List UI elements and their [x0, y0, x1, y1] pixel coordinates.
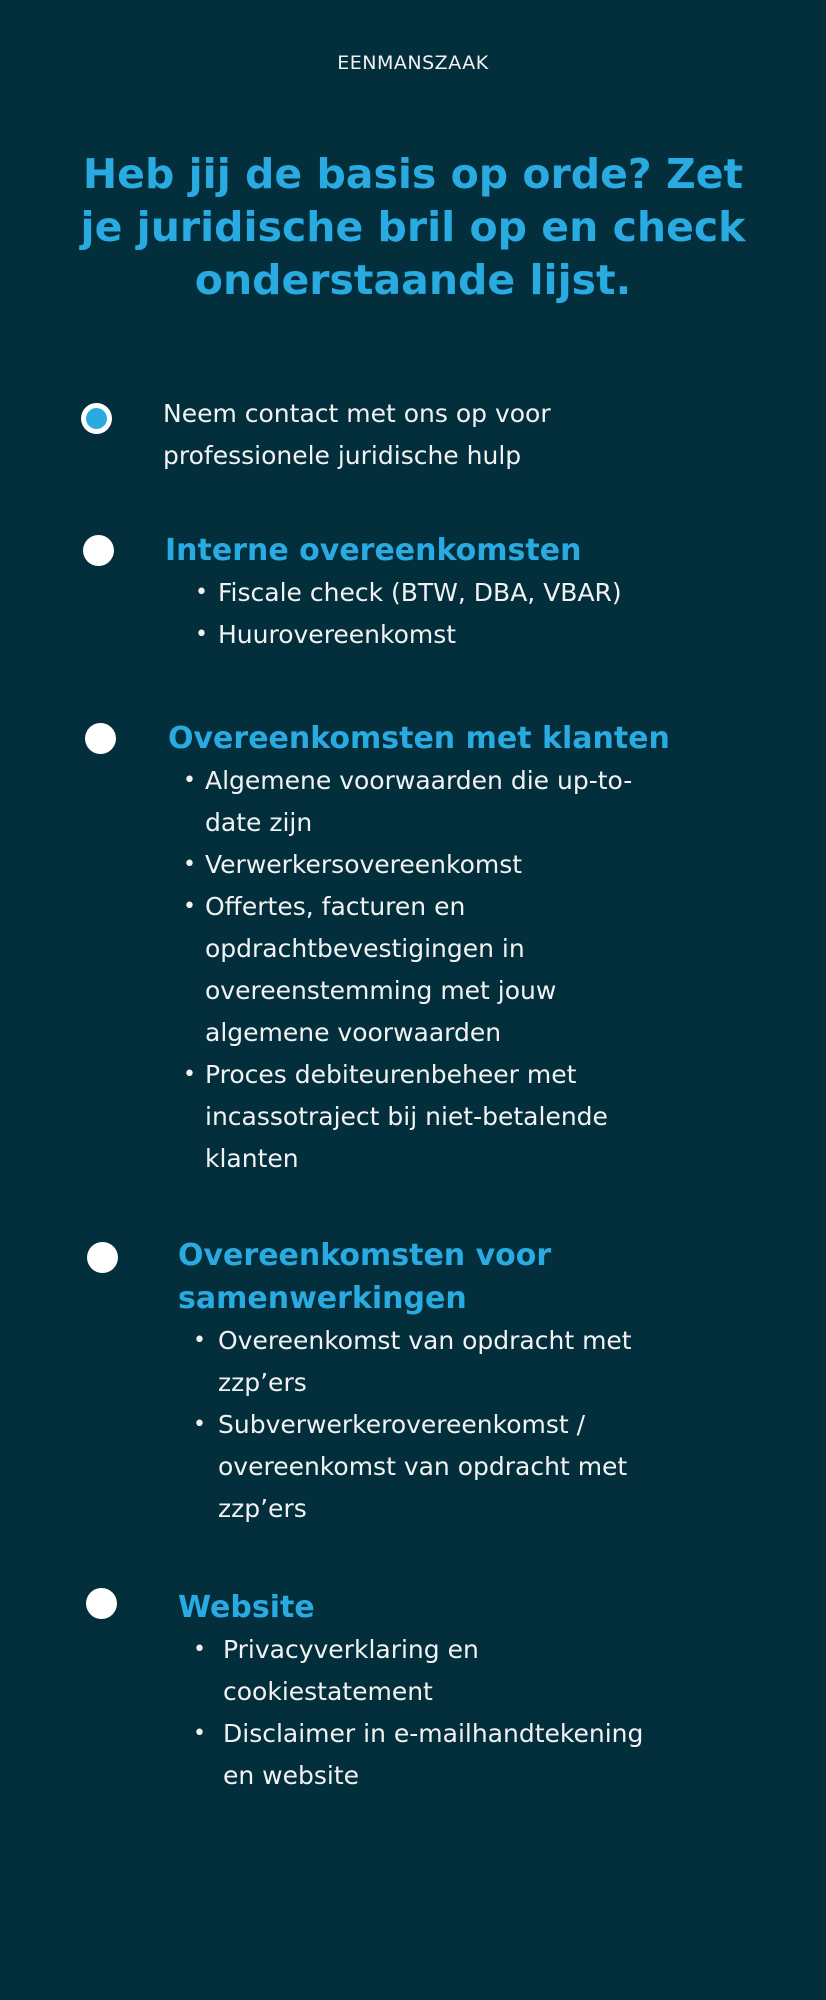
list-item-text: Algemene voorwaarden die up-to-date zijn — [205, 766, 633, 837]
list-item — [168, 886, 826, 1054]
list-item-text: Offertes, facturen en opdrachtbevestigingen in overeenstemming met jouw algemene voorwaarden — [205, 892, 557, 1047]
bullet-list — [178, 1320, 826, 1530]
bullet-icon: • — [183, 852, 196, 877]
bullet-icon: • — [193, 1412, 206, 1437]
list-item — [168, 760, 826, 844]
checklist-item-overeenkomsten-voor-samenwerkingen — [0, 1234, 826, 1530]
page-title-line-2: je juridische bril op en check — [80, 203, 746, 251]
radio-icon[interactable] — [86, 1588, 117, 1619]
page-title-line-3: onderstaande lijst. — [194, 256, 632, 304]
checklist-item-label: Neem contact met ons op voor professionele juridische hulp — [163, 399, 551, 470]
page-title — [0, 148, 826, 307]
list-item-text: Subverwerkerovereenkomst / overeenkomst van opdracht met zzp’ers — [218, 1410, 628, 1523]
bullet-icon: • — [193, 1721, 206, 1746]
bullet-icon: • — [195, 622, 208, 647]
brand-label: EENMANSZAAK — [337, 52, 489, 74]
list-item — [168, 1054, 826, 1180]
bullet-icon: • — [183, 768, 196, 793]
bullet-list — [165, 572, 826, 656]
list-item — [165, 572, 826, 614]
checklist-item-contact — [0, 393, 826, 477]
list-item-text: Huurovereenkomst — [218, 620, 457, 649]
list-item — [178, 1629, 826, 1713]
bullet-icon: • — [195, 580, 208, 605]
list-item — [178, 1404, 826, 1530]
list-item-text: Verwerkersovereenkomst — [205, 850, 523, 879]
radio-icon[interactable] — [85, 723, 116, 754]
list-item — [178, 1713, 826, 1797]
checklist-item-label: Overeenkomsten met klanten — [168, 721, 670, 756]
checklist-item-interne-overeenkomsten — [0, 529, 826, 656]
bullet-icon: • — [183, 894, 196, 919]
list-item-text: Proces debiteurenbeheer met incassotraject bij niet-betalende klanten — [205, 1060, 608, 1173]
radio-icon[interactable] — [83, 535, 114, 566]
list-item — [178, 1320, 826, 1404]
list-item-text: Fiscale check (BTW, DBA, VBAR) — [218, 578, 622, 607]
checklist-item-label: Website — [178, 1590, 315, 1625]
radio-inner-dot — [86, 408, 107, 429]
list-item — [165, 614, 826, 656]
radio-icon[interactable] — [87, 1242, 118, 1273]
bullet-list — [168, 760, 826, 1180]
checklist-item-overeenkomsten-met-klanten — [0, 717, 826, 1180]
list-item-text: Privacyverklaring en cookiestatement — [223, 1635, 479, 1706]
radio-selected-icon[interactable] — [81, 403, 112, 434]
bullet-icon: • — [193, 1328, 206, 1353]
bullet-icon: • — [183, 1062, 196, 1087]
checklist-item-label: Overeenkomsten voor samenwerkingen — [178, 1238, 552, 1316]
bullet-icon: • — [193, 1637, 206, 1662]
list-item-text: Disclaimer in e-mailhandtekening en website — [223, 1719, 644, 1790]
page-title-line-1: Heb jij de basis op orde? Zet — [82, 150, 744, 198]
checklist-item-website — [0, 1586, 826, 1797]
checklist-item-label: Interne overeenkomsten — [165, 533, 582, 568]
list-item — [168, 844, 826, 886]
list-item-text: Overeenkomst van opdracht met zzp’ers — [218, 1326, 632, 1397]
bullet-list — [178, 1629, 826, 1797]
